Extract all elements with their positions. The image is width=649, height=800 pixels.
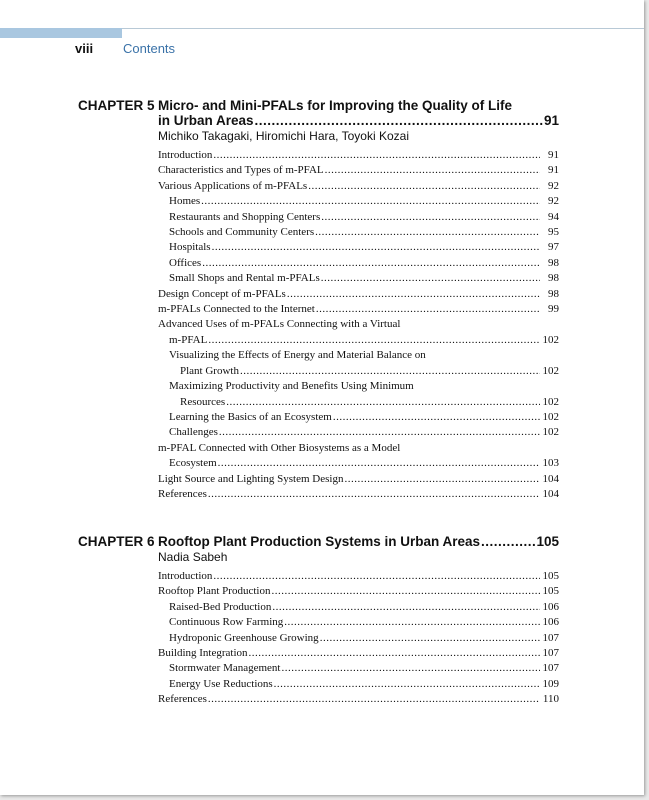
toc-page-number: 102 [542, 333, 559, 346]
leader-dots [308, 179, 540, 194]
toc-page-number: 106 [542, 600, 559, 613]
toc-entry-title: Schools and Community Centers [169, 226, 315, 239]
toc-entry-title: References [158, 693, 207, 706]
leader-dots [226, 395, 540, 410]
toc-entry[interactable] [158, 584, 559, 599]
toc-page-number: 98 [548, 256, 559, 269]
chapter-page-number: 105 [536, 534, 559, 549]
toc-entry-title: Homes [169, 195, 201, 208]
chapter-authors: Nadia Sabeh [158, 550, 228, 564]
toc-entry[interactable] [158, 472, 559, 487]
toc-page-number: 109 [542, 677, 559, 690]
header-accent-block [0, 28, 122, 38]
toc-page-number: 106 [542, 616, 559, 629]
toc-page-number: 95 [548, 226, 559, 239]
toc-page-number: 98 [548, 272, 559, 285]
toc-page-number: 102 [542, 364, 559, 377]
leader-dots [240, 364, 540, 379]
leader-dots [202, 256, 540, 271]
toc-entry-title: Advanced Uses of m-PFALs Connecting with a Virtual [158, 318, 401, 331]
page-folio: viii [75, 41, 94, 56]
toc-entry-title: Characteristics and Types of m-PFAL [158, 164, 324, 177]
toc-entry[interactable] [158, 487, 559, 502]
toc-entry-title: Hospitals [169, 241, 211, 254]
chapter-label: CHAPTER 6 [78, 534, 155, 549]
toc-entry-title: Offices [169, 256, 202, 269]
leader-dots [201, 194, 540, 209]
toc-entry[interactable] [158, 163, 559, 178]
toc-entry-title: Building Integration [158, 647, 248, 660]
toc-entry[interactable] [158, 661, 559, 676]
toc-entry[interactable] [158, 646, 559, 661]
leader-dots [325, 163, 540, 178]
toc-entry[interactable] [158, 240, 559, 255]
toc-entry[interactable] [158, 179, 559, 194]
leader-dots [344, 472, 540, 487]
toc-page-number: 107 [542, 662, 559, 675]
toc-list [158, 148, 559, 502]
toc-entry-title: Visualizing the Effects of Energy and Material Balance on [169, 349, 426, 362]
toc-entry[interactable] [158, 692, 559, 707]
toc-entry[interactable] [158, 271, 559, 286]
leader-dots [213, 148, 540, 163]
toc-entry[interactable] [158, 677, 559, 692]
leader-dots [271, 584, 540, 599]
toc-page-number: 105 [542, 570, 559, 582]
toc-entry-title: Introduction [158, 570, 213, 582]
toc-entry[interactable] [158, 210, 559, 225]
toc-page-number: 107 [542, 647, 559, 660]
toc-entry-title-cont: Plant Growth [180, 364, 239, 377]
toc-page-number: 94 [548, 210, 559, 223]
toc-page-number: 102 [542, 410, 559, 423]
chapter-label: CHAPTER 5 [78, 98, 155, 113]
chapter-title-leader [158, 534, 559, 549]
leader-dots [212, 240, 540, 255]
toc-page-number: 104 [542, 472, 559, 485]
chapter-title-line: Rooftop Plant Production Systems in Urban Areas [158, 534, 481, 549]
leader-dots [272, 600, 540, 615]
leader-dots [284, 615, 540, 630]
toc-entry[interactable] [158, 317, 559, 348]
leader-dots [321, 271, 540, 286]
leader-dots [333, 410, 540, 425]
toc-list [158, 569, 559, 708]
leader-dots [249, 646, 540, 661]
toc-entry[interactable] [158, 348, 559, 379]
chapter-body [158, 98, 559, 502]
toc-page-number: 105 [542, 585, 559, 598]
leader-dots [287, 287, 540, 302]
toc-entry[interactable] [158, 148, 559, 163]
running-head-title: Contents [123, 41, 176, 56]
toc-page-number: 99 [548, 303, 559, 316]
toc-page-number: 103 [542, 457, 559, 470]
leader-dots [208, 333, 540, 348]
toc-page-number: 98 [548, 287, 559, 300]
toc-page-number: 97 [548, 241, 559, 254]
chapter-authors: Michiko Takagaki, Hiromichi Hara, Toyoki Kozai [158, 129, 409, 143]
leader-dots [208, 692, 540, 707]
toc-entry-title: Light Source and Lighting System Design [158, 472, 344, 485]
toc-entry-title: References [158, 487, 207, 500]
toc-entry[interactable] [158, 441, 559, 472]
toc-page-number: 102 [542, 395, 559, 408]
toc-entry[interactable] [158, 225, 559, 240]
leader-dots [219, 425, 540, 440]
toc-entry[interactable] [158, 600, 559, 615]
toc-entry-title: Introduction [158, 149, 213, 161]
toc-page-number: 104 [542, 487, 559, 500]
toc-page-number: 92 [548, 179, 559, 192]
toc-entry[interactable] [158, 194, 559, 209]
toc-entry-title: Stormwater Management [169, 662, 281, 675]
chapter-title-line: in Urban Areas [158, 113, 254, 128]
toc-entry-title: Raised-Bed Production [169, 600, 272, 613]
toc-entry[interactable] [158, 379, 559, 410]
chapter-title[interactable] [158, 98, 559, 128]
chapter-body [158, 534, 559, 708]
leader-dots [282, 661, 541, 676]
chapter-page-number: 91 [543, 113, 559, 128]
leader-dots [481, 534, 535, 549]
leader-dots [208, 487, 540, 502]
toc-entry[interactable] [158, 287, 559, 302]
toc-page-number: 107 [542, 631, 559, 644]
toc-entry[interactable] [158, 631, 559, 646]
toc-entry-title-cont: m-PFAL [169, 333, 208, 346]
leader-dots [320, 631, 540, 646]
toc-page-number: 91 [548, 149, 559, 161]
leader-dots [321, 210, 540, 225]
toc-entry-title: Rooftop Plant Production [158, 585, 271, 598]
toc-entry-title: Learning the Basics of an Ecosystem [169, 410, 332, 423]
leader-dots [316, 302, 540, 317]
leader-dots [218, 456, 540, 471]
toc-entry-title: Various Applications of m-PFALs [158, 179, 308, 192]
toc-page-number: 110 [542, 693, 559, 706]
leader-dots [315, 225, 540, 240]
toc-entry-title: Design Concept of m-PFALs [158, 287, 286, 300]
toc-entry[interactable] [158, 569, 559, 584]
toc-entry[interactable] [158, 256, 559, 271]
toc-entry-title: Maximizing Productivity and Benefits Using Minimum [169, 380, 414, 393]
chapter-title[interactable] [158, 534, 559, 549]
toc-entry-title: Energy Use Reductions [169, 677, 273, 690]
toc-entry[interactable] [158, 410, 559, 425]
toc-entry-title: Challenges [169, 426, 218, 439]
toc-entry-title-cont: Ecosystem [169, 457, 217, 470]
toc-entry-title: Hydroponic Greenhouse Growing [169, 631, 319, 644]
toc-page-number: 92 [548, 195, 559, 208]
toc-entry-title-cont: Resources [180, 395, 226, 408]
toc-entry-title: Small Shops and Rental m-PFALs [169, 272, 320, 285]
chapter-title-leader [158, 113, 559, 128]
chapter-title-line: Micro- and Mini-PFALs for Improving the Quality of Life [158, 98, 513, 113]
toc-page-number: 91 [548, 164, 559, 177]
toc-entry-title: m-PFAL Connected with Other Biosystems as a Model [158, 441, 401, 454]
toc-entry-title: Continuous Row Farming [169, 616, 284, 629]
leader-dots [255, 113, 543, 128]
toc-entry[interactable] [158, 425, 559, 440]
toc-entry-title: Restaurants and Shopping Centers [169, 210, 321, 223]
leader-dots [274, 677, 540, 692]
toc-entry[interactable] [158, 615, 559, 630]
toc-page-number: 102 [542, 426, 559, 439]
toc-entry[interactable] [158, 302, 559, 317]
toc-entry-title: m-PFALs Connected to the Internet [158, 303, 315, 316]
header-rule [122, 28, 644, 29]
leader-dots [213, 569, 540, 584]
header-bar [0, 28, 644, 38]
